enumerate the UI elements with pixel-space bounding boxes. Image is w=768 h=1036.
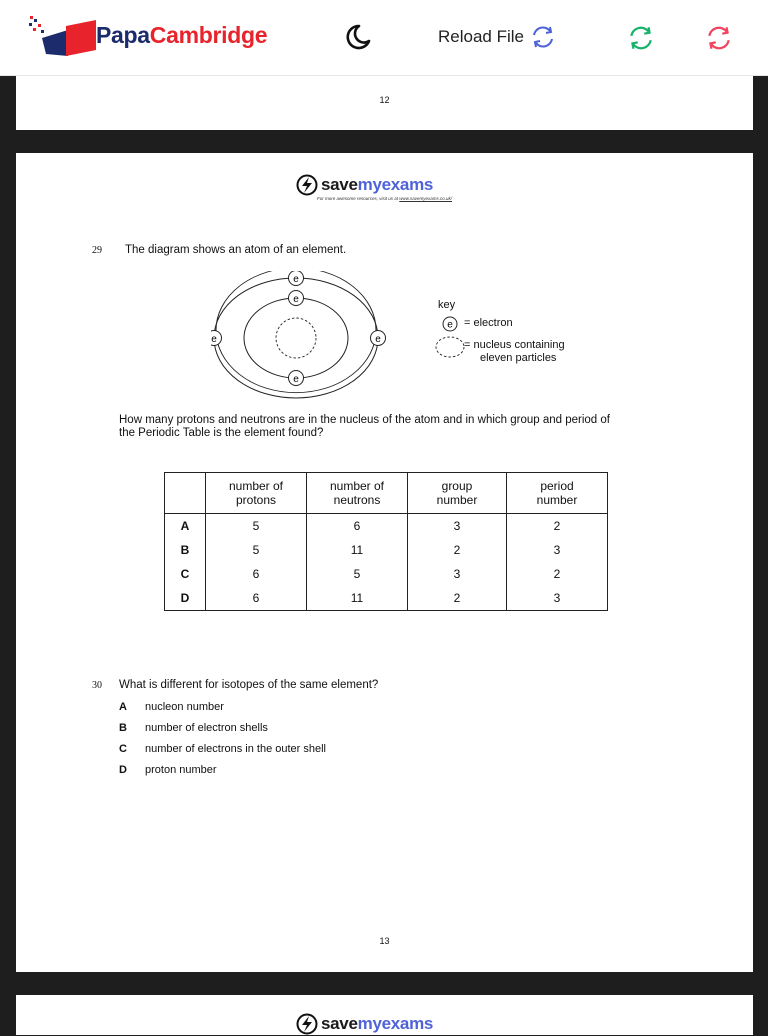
papacambridge-logo-mark-icon — [28, 16, 96, 56]
page-number: 12 — [379, 95, 390, 105]
table-row — [165, 514, 608, 539]
nucleus-key-icon — [434, 335, 466, 359]
table-cell: 6 — [206, 586, 307, 611]
electron-label: e — [211, 334, 217, 345]
option-text: nucleon number — [145, 701, 224, 713]
nucleus — [276, 318, 316, 358]
pdf-page-13 — [16, 153, 753, 972]
sync-green-icon[interactable] — [627, 24, 655, 52]
table-cell: 2 — [408, 538, 507, 562]
pdf-page-14 — [16, 995, 753, 1035]
question-29-line2: the Periodic Table is the element found? — [119, 427, 324, 439]
table-cell: 3 — [507, 586, 608, 611]
sync-icon — [530, 24, 556, 50]
table-cell: 5 — [206, 538, 307, 562]
table-cell: 6 — [307, 514, 408, 539]
table-cell: 11 — [307, 538, 408, 562]
sme-save: save — [321, 175, 358, 194]
electron-label: e — [293, 294, 299, 305]
option-letter: D — [119, 764, 127, 776]
question-29-line1: How many protons and neutrons are in the nucleus of the atom and in which group and period of — [119, 414, 610, 426]
table-cell: 6 — [206, 562, 307, 586]
answer-table — [164, 472, 608, 611]
option-text: number of electrons in the outer shell — [145, 743, 326, 755]
table-header-empty — [165, 473, 206, 514]
row-label: D — [165, 586, 206, 611]
question-29-number: 29 — [92, 245, 102, 256]
lightning-icon — [296, 1013, 318, 1035]
option-text: proton number — [145, 764, 217, 776]
brand-part-cambridge: Cambridge — [149, 22, 268, 48]
savemyexams-wordmark — [321, 175, 433, 195]
electron — [211, 331, 222, 346]
table-cell: 2 — [507, 562, 608, 586]
table-cell: 5 — [307, 562, 408, 586]
table-cell: 2 — [408, 586, 507, 611]
option-text: number of electron shells — [145, 722, 268, 734]
savemyexams-logo — [296, 1012, 433, 1036]
savemyexams-wordmark: savemyexams — [321, 1014, 434, 1033]
savemyexams-logo — [296, 173, 433, 197]
table-header: period number — [507, 473, 608, 514]
lightning-icon — [296, 174, 318, 196]
table-row — [165, 586, 608, 611]
sync-pink-icon[interactable] — [705, 24, 733, 52]
question-29-stem: The diagram shows an atom of an element. — [125, 244, 347, 256]
reload-file-label: Reload File — [438, 27, 524, 46]
inner-electron-shell — [244, 298, 348, 378]
table-cell: 11 — [307, 586, 408, 611]
sme-my: my — [357, 175, 382, 194]
pdf-page-12 — [16, 76, 753, 130]
question-30-stem: What is different for isotopes of the same element? — [119, 679, 379, 691]
electron-label: e — [375, 334, 381, 345]
table-row — [165, 562, 608, 586]
table-header-row — [165, 473, 608, 514]
row-label: C — [165, 562, 206, 586]
brand-part-papa: Papa — [96, 22, 150, 48]
key-electron-text: = electron — [464, 317, 513, 329]
table-cell: 5 — [206, 514, 307, 539]
table-header: number of neutrons — [307, 473, 408, 514]
electron — [371, 331, 386, 346]
reload-file-button[interactable] — [438, 24, 556, 50]
page-number: 13 — [379, 936, 390, 946]
electron-key-label: e — [447, 319, 453, 331]
sme-exams: exams — [381, 175, 434, 194]
electron — [289, 271, 304, 286]
papacambridge-wordmark — [96, 22, 267, 49]
option-letter: B — [119, 722, 127, 734]
top-bar — [0, 0, 768, 76]
row-label: A — [165, 514, 206, 539]
electron — [289, 291, 304, 306]
key-nucleus-line1: = nucleus containing — [464, 339, 565, 351]
subline-link[interactable]: www.savemyexams.co.uk/ — [399, 196, 453, 201]
table-header: group number — [408, 473, 507, 514]
row-label: B — [165, 538, 206, 562]
key-nucleus-line2: eleven particles — [480, 352, 557, 364]
table-cell: 3 — [507, 538, 608, 562]
table-row — [165, 538, 608, 562]
table-header: number of protons — [206, 473, 307, 514]
table-cell: 3 — [408, 562, 507, 586]
electron-key-icon — [441, 315, 459, 333]
subline-prefix: For more awesome resources, visit us at — [316, 196, 398, 201]
moon-icon[interactable] — [342, 22, 372, 52]
atom-diagram — [211, 271, 401, 401]
electron-label: e — [293, 374, 299, 385]
option-letter: C — [119, 743, 127, 755]
question-30-number: 30 — [92, 680, 102, 691]
electron — [289, 371, 304, 386]
key-title: key — [438, 299, 456, 311]
table-cell: 2 — [507, 514, 608, 539]
electron-label: e — [293, 274, 299, 285]
table-cell: 3 — [408, 514, 507, 539]
option-letter: A — [119, 701, 127, 713]
savemyexams-subline — [16, 196, 753, 201]
